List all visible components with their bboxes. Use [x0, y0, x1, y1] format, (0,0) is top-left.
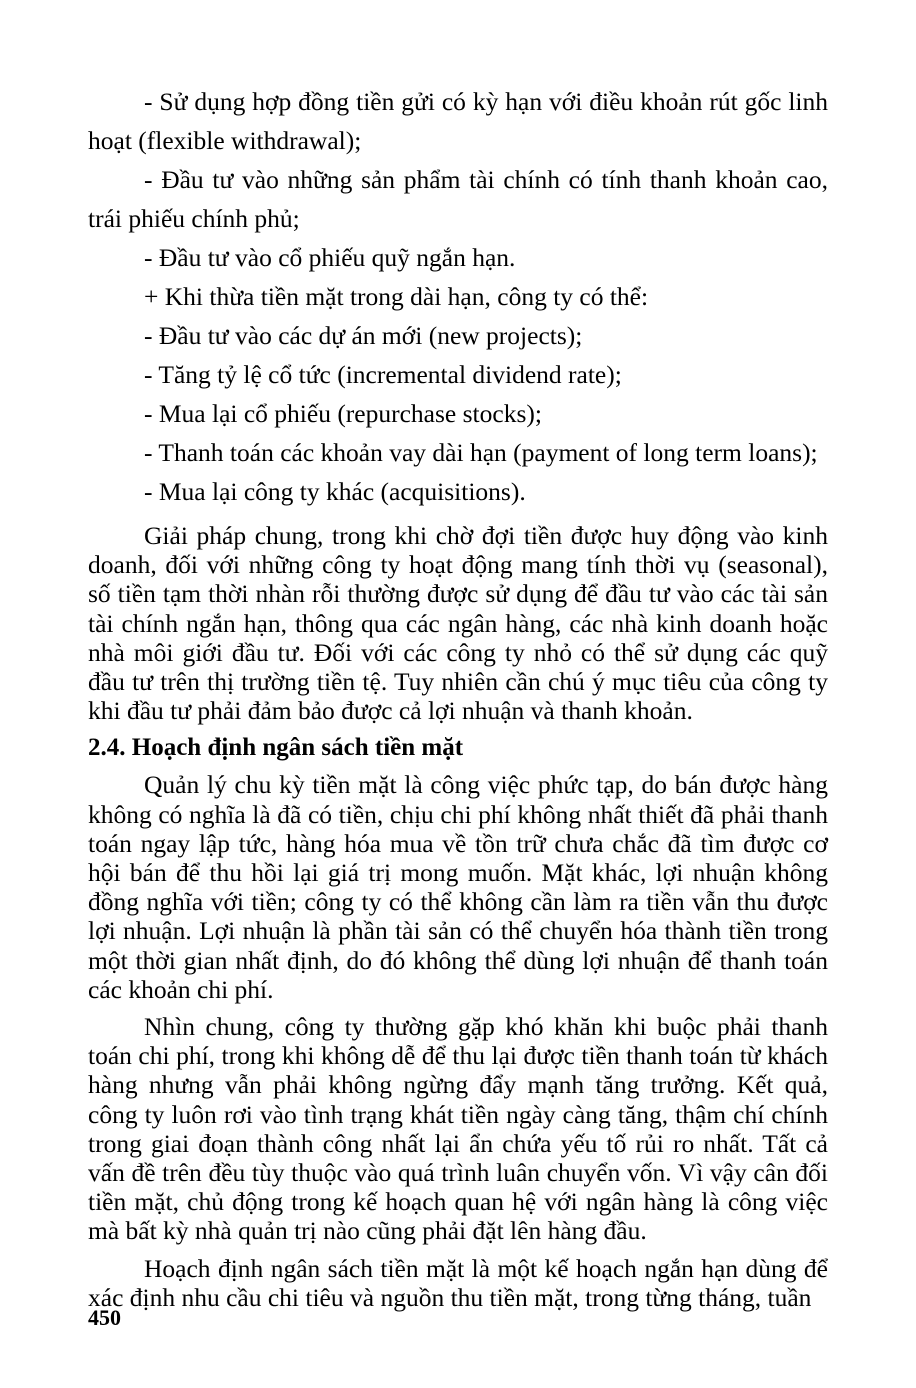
page-number: 450	[88, 1305, 121, 1330]
body-paragraph: Hoạch định ngân sách tiền mặt là một kế hoạch ngắn hạn dùng để xác định nhu cầu chi tiêu và nguồn thu tiền mặt, trong từng tháng, tuần	[88, 1253, 828, 1312]
list-item: - Đầu tư vào cổ phiếu quỹ ngắn hạn.	[144, 243, 516, 272]
body-paragraph: Quản lý chu kỳ tiền mặt là công việc phức tạp, do bán được hàng không có nghĩa là đã có tiền, chịu chi phí không nhất thiết đã phải thanh toán ngay lập tức, hàng hóa mua về tồn trữ chưa chắc đã tìm được cơ hội bán để thu hồi lại giá trị mong muốn. Mặt khác, lợi nhuận không đồng nghĩa với tiền; công ty có thể không cần làm ra tiền vẫn thu được lợi nhuận. Lợi nhuận là phần tài sản có thể chuyển hóa thành tiền trong một thời gian nhất định, do đó không thể dùng lợi nhuận để thanh toán các khoản chi phí.	[88, 770, 828, 1004]
body-paragraph: Nhìn chung, công ty thường gặp khó khăn khi buộc phải thanh toán chi phí, trong khi không dễ để thu lại được tiền thanh toán từ khách hàng nhưng vẫn phải không ngừng đẩy mạnh tăng trưởng. Kết quả, công ty luôn rơi vào tình trạng khát tiền ngày càng tăng, thậm chí chính trong giai đoạn thành công nhất lại ẩn chứa yếu tố rủi ro nhất. Tất cả vấn đề trên đều tùy thuộc vào quá trình luân chuyển vốn. Vì vậy cân đối tiền mặt, chủ động trong kế hoạch quan hệ với ngân hàng là công việc mà bất kỳ nhà quản trị nào cũng phải đặt lên hàng đầu.	[88, 1012, 828, 1246]
list-item: - Tăng tỷ lệ cổ tức (incremental dividend rate);	[144, 360, 622, 389]
list-item: - Đầu tư vào các dự án mới (new projects);	[144, 321, 583, 350]
list-item: - Mua lại cổ phiếu (repurchase stocks);	[144, 399, 542, 428]
spacer	[88, 511, 828, 521]
list-item: - Đầu tư vào những sản phẩm tài chính có tính thanh khoản cao, trái phiếu chính phủ;	[88, 165, 828, 233]
page-content	[88, 82, 828, 1312]
list-item: - Mua lại công ty khác (acquisitions).	[144, 477, 526, 506]
list-item-long-term-intro: + Khi thừa tiền mặt trong dài hạn, công ty có thể:	[144, 282, 649, 311]
list-item: - Sử dụng hợp đồng tiền gửi có kỳ hạn với điều khoản rút gốc linh hoạt (flexible withdrawal);	[88, 87, 828, 155]
list-item: - Thanh toán các khoản vay dài hạn (payment of long term loans);	[144, 438, 818, 467]
section-heading: 2.4. Hoạch định ngân sách tiền mặt	[88, 734, 464, 762]
body-paragraph: Giải pháp chung, trong khi chờ đợi tiền được huy động vào kinh doanh, đối với những công ty hoạt động mang tính thời vụ (seasonal), số tiền tạm thời nhàn rỗi thường được sử dụng để đầu tư vào các tài sản tài chính ngắn hạn, thông qua các ngân hàng, các nhà kinh doanh hoặc nhà môi giới đầu tư. Đối với các công ty nhỏ có thể sử dụng các quỹ đầu tư trên thị trường tiền tệ. Tuy nhiên cần chú ý mục tiêu của công ty khi đầu tư phải đảm bảo được cả lợi nhuận và thanh khoản.	[88, 521, 828, 726]
